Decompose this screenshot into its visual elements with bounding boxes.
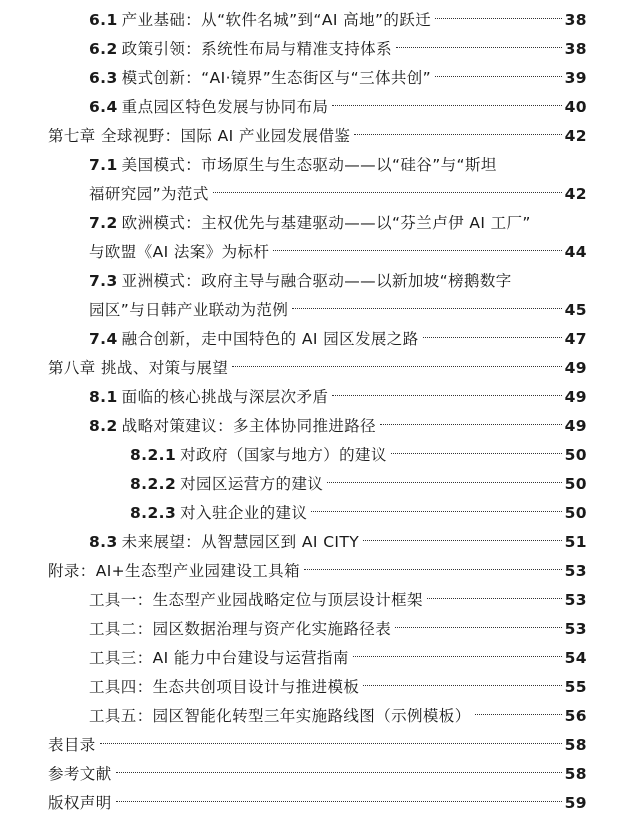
- dot-leader: [332, 395, 561, 396]
- toc-entry-title: 融合创新，走中国特色的 AI 园区发展之路: [121, 330, 419, 348]
- toc-entry-title: 工具二：园区数据治理与资产化实施路径表: [89, 620, 392, 638]
- dot-leader: [380, 424, 562, 425]
- toc-entry-title: 战略对策建议：多主体协同推进路径: [121, 417, 377, 435]
- toc-entry[interactable]: [130, 470, 587, 499]
- toc-entry[interactable]: [89, 644, 587, 673]
- toc-entry-title-continued: 与欧盟《AI 法案》为标杆: [89, 243, 270, 261]
- toc-entry-page: 42: [564, 185, 587, 203]
- toc-entry[interactable]: [130, 499, 587, 528]
- toc-entry-number: 7.3: [89, 272, 118, 290]
- toc-entry-number: 8.3: [89, 533, 118, 551]
- toc-entry-title: 亚洲模式：政府主导与融合驱动——以新加坡“榜鹅数字: [121, 272, 512, 290]
- toc-entry-page: 58: [564, 765, 587, 783]
- toc-entry-title: 对入驻企业的建议: [180, 504, 308, 522]
- toc-entry-title: 第八章 挑战、对策与展望: [48, 359, 229, 377]
- dot-leader: [395, 627, 562, 628]
- toc-entry-page: 45: [564, 301, 587, 319]
- toc-entry-number: 8.2.1: [130, 446, 177, 464]
- dot-leader: [116, 801, 562, 802]
- toc-entry-number: 8.2.2: [130, 475, 177, 493]
- toc-entry[interactable]: [48, 789, 587, 818]
- toc-entry-title: 模式创新：“AI·镜界”生态街区与“三体共创”: [121, 69, 432, 87]
- toc-entry[interactable]: [89, 93, 587, 122]
- toc-entry-page: 58: [564, 736, 587, 754]
- toc-entry-page: 50: [564, 475, 587, 493]
- toc-entry-number: 6.4: [89, 98, 118, 116]
- toc-entry[interactable]: [89, 615, 587, 644]
- dot-leader: [100, 743, 562, 744]
- toc-entry-page: 53: [564, 562, 587, 580]
- dot-leader: [435, 76, 562, 77]
- dot-leader: [327, 482, 561, 483]
- toc-entry-page: 39: [564, 69, 587, 87]
- toc-entry-page: 44: [564, 243, 587, 261]
- toc-entry-number: 7.2: [89, 214, 118, 232]
- dot-leader: [427, 598, 562, 599]
- toc-entry-page: 53: [564, 591, 587, 609]
- toc-entry-number: 8.1: [89, 388, 118, 406]
- toc-entry[interactable]: [48, 354, 587, 383]
- toc-entry[interactable]: [89, 383, 587, 412]
- dot-leader: [116, 772, 562, 773]
- toc-entry-number: 7.1: [89, 156, 118, 174]
- toc-entry[interactable]: [89, 702, 587, 731]
- toc-entry-title: 对政府（国家与地方）的建议: [180, 446, 387, 464]
- dot-leader: [292, 308, 561, 309]
- toc-entry-title: 美国模式：市场原生与生态驱动——以“硅谷”与“斯坦: [121, 156, 497, 174]
- toc-entry-title: 对园区运营方的建议: [180, 475, 324, 493]
- dot-leader: [353, 656, 562, 657]
- dot-leader: [435, 18, 562, 19]
- dot-leader: [475, 714, 562, 715]
- toc-entry-page: 56: [564, 707, 587, 725]
- toc-entry-number: 8.2.3: [130, 504, 177, 522]
- dot-leader: [232, 366, 561, 367]
- toc-entry-title: 工具三：AI 能力中台建设与运营指南: [89, 649, 349, 667]
- toc-entry[interactable]: [48, 731, 587, 760]
- dot-leader: [273, 250, 561, 251]
- toc-entry-page: 38: [564, 40, 587, 58]
- toc-entry-page: 49: [564, 359, 587, 377]
- toc-entry[interactable]: [89, 35, 587, 64]
- toc-entry[interactable]: [89, 151, 587, 209]
- toc-entry-title: 重点园区特色发展与协同布局: [121, 98, 329, 116]
- toc-entry-page: 47: [564, 330, 587, 348]
- toc-entry-title: 欧洲模式：主权优先与基建驱动——以“芬兰卢伊 AI 工厂”: [121, 214, 531, 232]
- toc-entry-number: 6.2: [89, 40, 118, 58]
- toc-entry-page: 54: [564, 649, 587, 667]
- toc-entry-page: 53: [564, 620, 587, 638]
- toc-entry-title: 产业基础：从“软件名城”到“AI 高地”的跃迁: [121, 11, 432, 29]
- dot-leader: [332, 105, 561, 106]
- toc-entry[interactable]: [89, 64, 587, 93]
- toc-entry-page: 42: [564, 127, 587, 145]
- toc-entry[interactable]: [48, 557, 587, 586]
- dot-leader: [391, 453, 562, 454]
- dot-leader: [396, 47, 562, 48]
- toc-entry[interactable]: [48, 122, 587, 151]
- toc-entry[interactable]: [89, 209, 587, 267]
- toc-entry-title: 版权声明: [48, 794, 112, 812]
- dot-leader: [363, 685, 561, 686]
- toc-entry-title: 表目录: [48, 736, 96, 754]
- toc-entry-number: 6.1: [89, 11, 118, 29]
- toc-entry-page: 40: [564, 98, 587, 116]
- toc-entry[interactable]: [89, 267, 587, 325]
- toc-entry-page: 55: [564, 678, 587, 696]
- toc-entry-title: 工具四：生态共创项目设计与推进模板: [89, 678, 360, 696]
- toc-entry-number: 7.4: [89, 330, 118, 348]
- toc-entry-page: 50: [564, 504, 587, 522]
- toc-entry-title-continued: 园区”与日韩产业联动为范例: [89, 301, 289, 319]
- toc-entry-title: 工具一：生态型产业园战略定位与顶层设计框架: [89, 591, 423, 609]
- toc-entry-page: 59: [564, 794, 587, 812]
- dot-leader: [311, 511, 561, 512]
- toc-entry-title: 参考文献: [48, 765, 112, 783]
- toc-entry-title: 未来展望：从智慧园区到 AI CITY: [121, 533, 360, 551]
- toc-entry[interactable]: [130, 441, 587, 470]
- toc-entry[interactable]: [89, 586, 587, 615]
- toc-entry-title: 面临的核心挑战与深层次矛盾: [121, 388, 329, 406]
- toc-entry-number: 8.2: [89, 417, 118, 435]
- dot-leader: [354, 134, 561, 135]
- toc-entry[interactable]: [89, 412, 587, 441]
- toc-entry-title-continued: 福研究园”为范式: [89, 185, 209, 203]
- toc-entry-page: 50: [564, 446, 587, 464]
- toc-entry[interactable]: [89, 6, 587, 35]
- dot-leader: [304, 569, 562, 570]
- toc-entry-page: 51: [564, 533, 587, 551]
- toc-entry[interactable]: [89, 673, 587, 702]
- toc-entry[interactable]: [89, 325, 587, 354]
- toc-entry[interactable]: [89, 528, 587, 557]
- dot-leader: [363, 540, 561, 541]
- toc-entry-title: 第七章 全球视野：国际 AI 产业园发展借鉴: [48, 127, 351, 145]
- toc-entry-title: 附录：AI+生态型产业园建设工具箱: [48, 562, 300, 580]
- toc-entry[interactable]: [48, 760, 587, 789]
- toc-entry-page: 49: [564, 417, 587, 435]
- dot-leader: [213, 192, 562, 193]
- toc-entry-number: 6.3: [89, 69, 118, 87]
- toc-entry-page: 49: [564, 388, 587, 406]
- dot-leader: [423, 337, 562, 338]
- toc-entry-title: 政策引领：系统性布局与精准支持体系: [121, 40, 392, 58]
- toc-entry-page: 38: [564, 11, 587, 29]
- toc-entry-title: 工具五：园区智能化转型三年实施路线图（示例模板）: [89, 707, 471, 725]
